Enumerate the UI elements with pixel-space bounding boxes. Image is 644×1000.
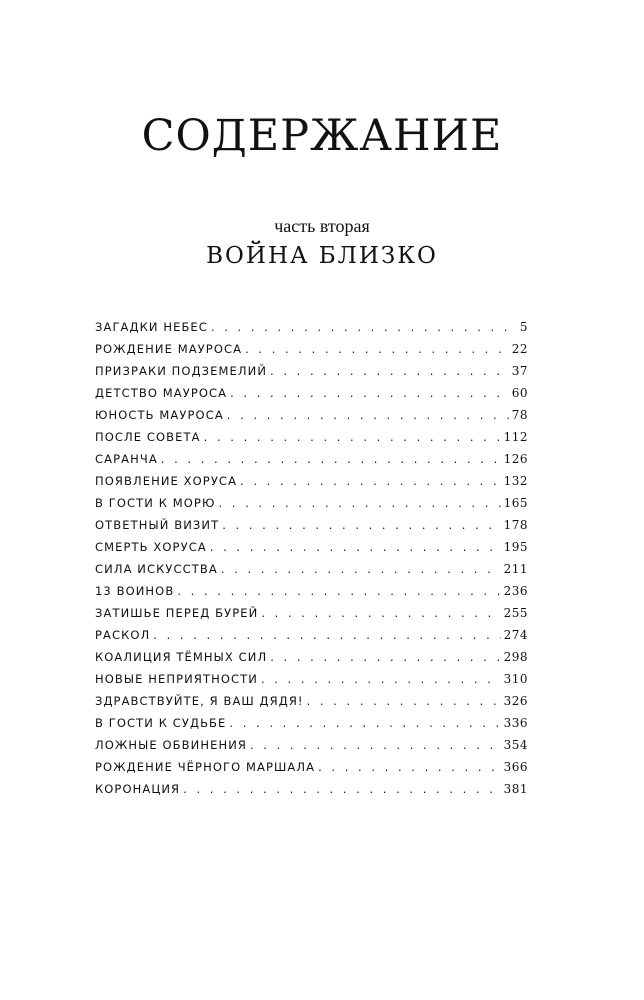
toc-entry-page: 78 [511, 408, 528, 422]
toc-entry-page: 298 [503, 650, 528, 664]
toc-entry [95, 338, 528, 360]
toc-entry-page: 60 [511, 386, 528, 400]
toc-entry [95, 580, 528, 602]
toc-entry [95, 448, 528, 470]
toc-entry-page: 126 [503, 452, 528, 466]
dot-leader [210, 536, 501, 558]
toc-entry [95, 624, 528, 646]
dot-leader [270, 646, 500, 668]
toc-entry-page: 326 [503, 694, 528, 708]
toc-entry-page: 366 [503, 760, 528, 774]
dot-leader [261, 602, 500, 624]
toc-entry [95, 690, 528, 712]
toc-entry [95, 316, 528, 338]
toc-entry-page: 336 [503, 716, 528, 730]
toc-entry-title: ПРИЗРАКИ ПОДЗЕМЕЛИЙ [95, 364, 268, 378]
table-of-contents [95, 316, 528, 800]
toc-entry-title: ЗАТИШЬЕ ПЕРЕД БУРЕЙ [95, 606, 259, 620]
dot-leader [270, 360, 509, 382]
toc-entry [95, 382, 528, 404]
toc-entry [95, 756, 528, 778]
toc-entry-page: 211 [503, 562, 528, 576]
dot-leader [229, 712, 500, 734]
toc-entry [95, 778, 528, 800]
toc-entry [95, 470, 528, 492]
toc-entry-page: 112 [503, 430, 528, 444]
dot-leader [204, 426, 501, 448]
toc-entry-title: ЗДРАВСТВУЙТЕ, Я ВАШ ДЯДЯ! [95, 694, 304, 708]
toc-entry-title: РОЖДЕНИЕ ЧЁРНОГО МАРШАЛА [95, 760, 316, 774]
toc-entry-title: В ГОСТИ К СУДЬБЕ [95, 716, 227, 730]
dot-leader [153, 624, 500, 646]
toc-entry-page: 178 [503, 518, 528, 532]
toc-entry-page: 274 [503, 628, 528, 642]
toc-entry [95, 426, 528, 448]
toc-entry-title: ДЕТСТВО МАУРОСА [95, 386, 228, 400]
toc-entry-title: СИЛА ИСКУССТВА [95, 562, 218, 576]
toc-entry [95, 536, 528, 558]
dot-leader [230, 382, 509, 404]
dot-leader [183, 778, 500, 800]
toc-entry-page: 132 [503, 474, 528, 488]
part-label: часть вторая [274, 216, 370, 236]
toc-entry [95, 514, 528, 536]
toc-entry-page: 255 [503, 606, 528, 620]
part-title: ВОЙНА БЛИЗКО [206, 243, 438, 269]
toc-entry-title: В ГОСТИ К МОРЮ [95, 496, 216, 510]
toc-entry-title: ОТВЕТНЫЙ ВИЗИТ [95, 518, 220, 532]
toc-entry-title: ЛОЖНЫЕ ОБВИНЕНИЯ [95, 738, 247, 752]
page-title: СОДЕРЖАНИЕ [141, 111, 503, 161]
dot-leader [240, 470, 501, 492]
toc-entry [95, 492, 528, 514]
toc-entry [95, 734, 528, 756]
toc-entry-page: 5 [519, 320, 528, 334]
toc-entry-page: 165 [503, 496, 528, 510]
toc-entry-title: КОРОНАЦИЯ [95, 782, 181, 796]
dot-leader [318, 756, 500, 778]
toc-entry [95, 646, 528, 668]
toc-entry-page: 37 [511, 364, 528, 378]
toc-entry [95, 360, 528, 382]
toc-entry-page: 310 [503, 672, 528, 686]
dot-leader [307, 690, 501, 712]
dot-leader [221, 558, 501, 580]
toc-entry-page: 381 [503, 782, 528, 796]
toc-entry-page: 195 [503, 540, 528, 554]
toc-entry [95, 558, 528, 580]
toc-entry-page: 22 [511, 342, 528, 356]
toc-entry-title: ПОСЛЕ СОВЕТА [95, 430, 201, 444]
dot-leader [250, 734, 501, 756]
toc-entry-title: НОВЫЕ НЕПРИЯТНОСТИ [95, 672, 258, 686]
toc-entry-page: 236 [503, 584, 528, 598]
dot-leader [245, 338, 509, 360]
dot-leader [227, 404, 509, 426]
toc-entry-title: РОЖДЕНИЕ МАУРОСА [95, 342, 243, 356]
toc-entry [95, 602, 528, 624]
toc-entry-title: КОАЛИЦИЯ ТЁМНЫХ СИЛ [95, 650, 268, 664]
toc-entry-title: СМЕРТЬ ХОРУСА [95, 540, 207, 554]
toc-entry-page: 354 [503, 738, 528, 752]
toc-entry-title: ПОЯВЛЕНИЕ ХОРУСА [95, 474, 238, 488]
dot-leader [177, 580, 500, 602]
toc-entry-title: САРАНЧА [95, 452, 158, 466]
toc-entry [95, 712, 528, 734]
toc-entry-title: 13 ВОИНОВ [95, 584, 175, 598]
toc-entry [95, 668, 528, 690]
toc-entry-title: ЮНОСТЬ МАУРОСА [95, 408, 224, 422]
toc-entry-title: ЗАГАДКИ НЕБЕС [95, 320, 208, 334]
dot-leader [161, 448, 501, 470]
dot-leader [211, 316, 517, 338]
toc-entry [95, 404, 528, 426]
dot-leader [222, 514, 500, 536]
toc-entry-title: РАСКОЛ [95, 628, 151, 642]
dot-leader [261, 668, 501, 690]
dot-leader [218, 492, 500, 514]
